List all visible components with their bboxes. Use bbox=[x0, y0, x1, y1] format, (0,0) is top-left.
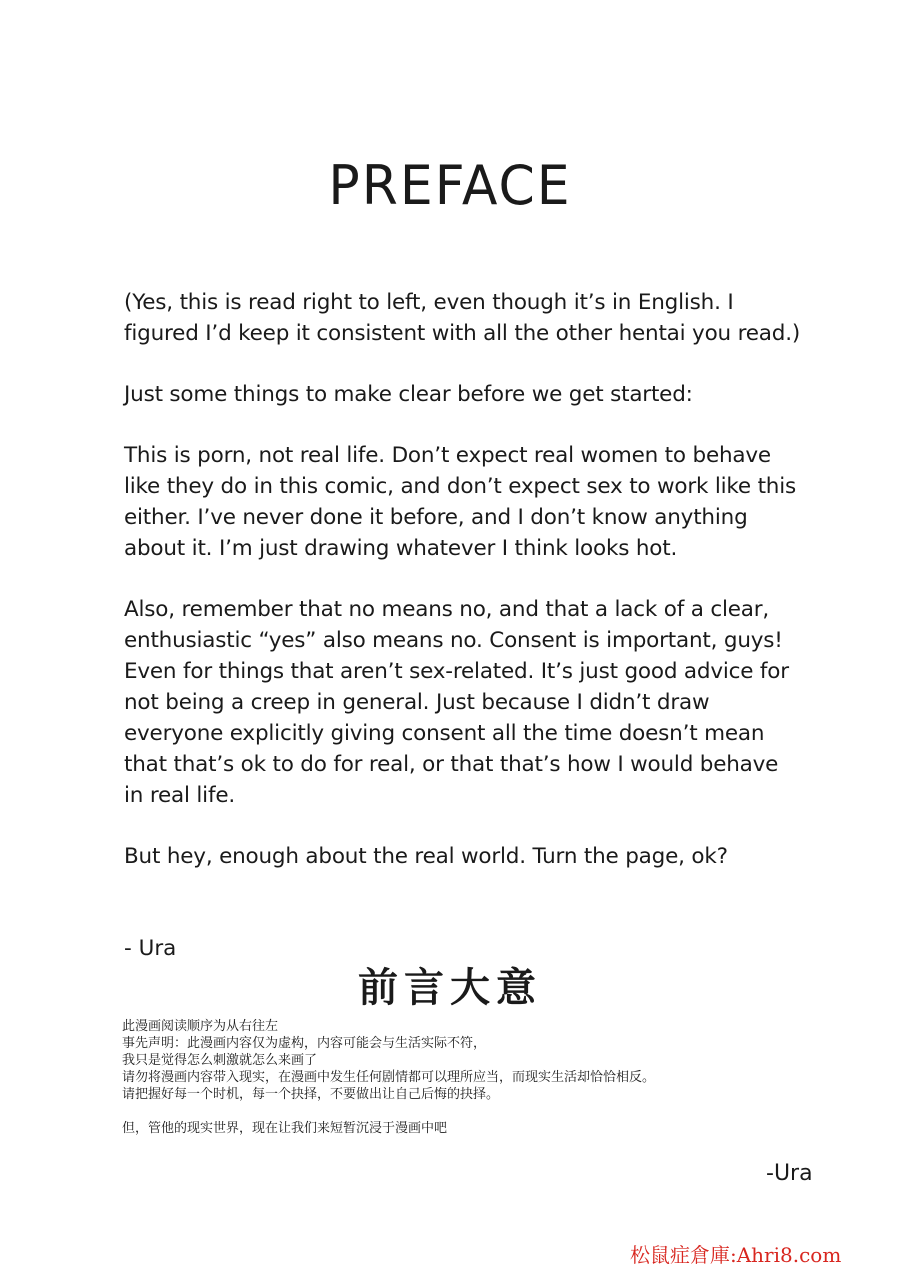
chinese-line: 请勿将漫画内容带入现实，在漫画中发生任何剧情都可以理所应当，而现实生活却恰恰相反。 bbox=[122, 1070, 656, 1085]
chinese-line: 此漫画阅读顺序为从右往左 bbox=[122, 1019, 279, 1034]
watermark: 松鼠症倉庫:Ahri8.com bbox=[630, 1243, 842, 1267]
chinese-line: 我只是觉得怎么刺激就怎么来画了 bbox=[122, 1053, 318, 1068]
chinese-preface bbox=[122, 1018, 842, 1137]
chinese-line: 事先声明：此漫画内容仅为虚构，内容可能会与生活实际不符， bbox=[122, 1036, 487, 1051]
paragraph-turn-page: But hey, enough about the real world. Turn the page, ok? bbox=[124, 844, 728, 869]
chinese-title: 前言大意 bbox=[358, 964, 542, 1011]
english-signature: - Ura bbox=[124, 936, 177, 961]
paragraph-consent: Also, remember that no means no, and that a lack of a clear, enthusiastic “yes” also means no. Consent is important, guys! Even for things that aren’t sex-related. It’s just good advice for not being a creep in general. Just because I didn’t draw everyone explicitly giving consent all the time doesn’t mean that that’s ok to do for real, or that that’s how I would behave in real life. bbox=[124, 597, 789, 808]
line-spacer bbox=[122, 1103, 842, 1120]
english-preface bbox=[124, 287, 804, 902]
chinese-signature: -Ura bbox=[766, 1161, 813, 1186]
paragraph-reading-direction: (Yes, this is read right to left, even though it’s in English. I figured I’d keep it consistent with all the other hentai you read.) bbox=[124, 290, 801, 346]
chinese-line: 但，管他的现实世界，现在让我们来短暂沉浸于漫画中吧 bbox=[122, 1121, 448, 1136]
paragraph-not-real-life: This is porn, not real life. Don’t expect real women to behave like they do in this comic, and don’t expect sex to work like this either. I’ve never done it before, and I don’t know anything about it. I’m just drawing whatever I think looks hot. bbox=[124, 443, 797, 561]
paragraph-intro: Just some things to make clear before we get started: bbox=[124, 382, 693, 407]
chinese-line: 请把握好每一个时机，每一个抉择，不要做出让自己后悔的抉择。 bbox=[122, 1087, 500, 1102]
page-title: PREFACE bbox=[328, 154, 572, 218]
